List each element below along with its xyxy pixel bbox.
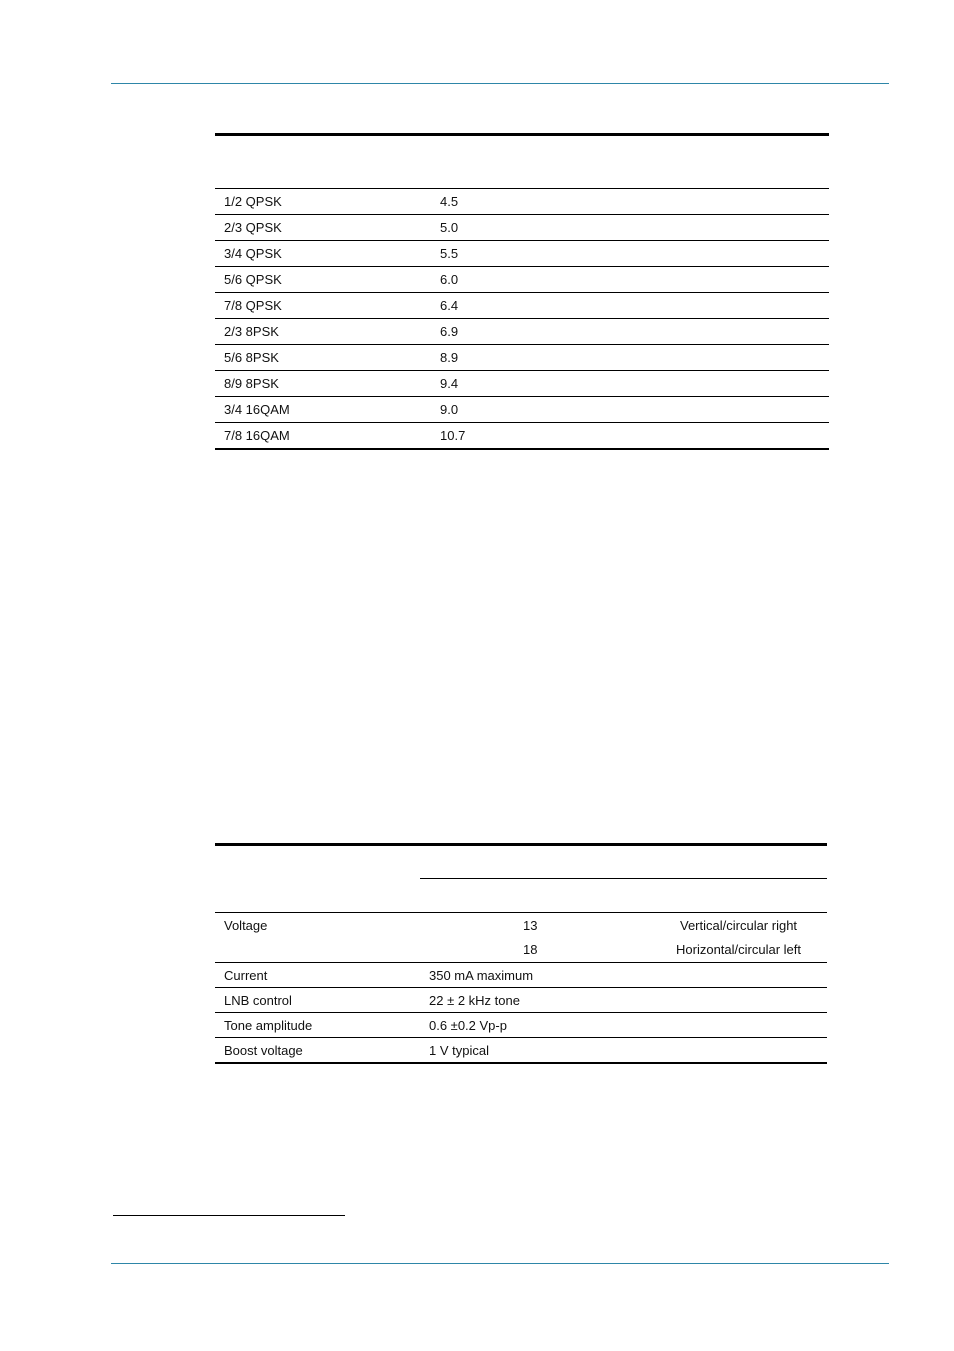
row-value: 350 mA maximum — [429, 968, 534, 983]
mode-cell: 8/9 8PSK — [224, 376, 279, 391]
row-value: 1 V typical — [429, 1043, 489, 1058]
table-row — [215, 345, 829, 371]
value-cell: 5.0 — [440, 220, 459, 235]
voltage-value-1: 13 — [523, 918, 538, 933]
mode-cell: 3/4 16QAM — [224, 402, 290, 417]
row-value: 0.6 ±0.2 Vp-p — [429, 1018, 507, 1033]
value-cell: 6.9 — [440, 324, 459, 339]
lnb-power-table — [215, 843, 827, 1064]
table-row — [215, 241, 829, 267]
header-sub-rule — [420, 878, 827, 879]
mode-cell: 1/2 QPSK — [224, 194, 282, 209]
value-cell: 6.4 — [440, 298, 459, 313]
table-row — [215, 963, 827, 988]
header-rule — [111, 83, 889, 84]
row-label: LNB control — [224, 993, 292, 1008]
table-row — [215, 267, 829, 293]
table-header — [215, 843, 827, 913]
polarisation-2: Horizontal/circular left — [676, 942, 801, 957]
table-row — [215, 371, 829, 397]
mode-cell: 2/3 8PSK — [224, 324, 279, 339]
table-row-voltage — [215, 913, 827, 963]
mode-cell: 7/8 QPSK — [224, 298, 282, 313]
fec-threshold-table — [215, 133, 829, 450]
footer-rule — [111, 1263, 889, 1264]
table-row — [215, 189, 829, 215]
value-cell: 9.0 — [440, 402, 459, 417]
footnote-separator — [113, 1215, 345, 1216]
row-label: Current — [224, 968, 268, 983]
table-row — [215, 215, 829, 241]
mode-cell: 5/6 8PSK — [224, 350, 279, 365]
table-row — [215, 423, 829, 450]
value-cell: 6.0 — [440, 272, 459, 287]
mode-cell: 2/3 QPSK — [224, 220, 282, 235]
value-cell: 8.9 — [440, 350, 459, 365]
row-value: 22 ± 2 kHz tone — [429, 993, 520, 1008]
polarisation-1: Vertical/circular right — [680, 918, 798, 933]
value-cell: 9.4 — [440, 376, 459, 391]
row-label: Tone amplitude — [224, 1018, 313, 1033]
table-header — [215, 133, 829, 189]
row-label: Boost voltage — [224, 1043, 303, 1058]
value-cell: 4.5 — [440, 194, 459, 209]
voltage-label: Voltage — [224, 918, 268, 933]
mode-cell: 7/8 16QAM — [224, 428, 290, 443]
mode-cell: 3/4 QPSK — [224, 246, 282, 261]
table-row — [215, 397, 829, 423]
table-row — [215, 988, 827, 1013]
table-row — [215, 1013, 827, 1038]
voltage-value-2: 18 — [523, 942, 538, 957]
table-row — [215, 319, 829, 345]
mode-cell: 5/6 QPSK — [224, 272, 282, 287]
value-cell: 5.5 — [440, 246, 459, 261]
table-row — [215, 1038, 827, 1064]
table-row — [215, 293, 829, 319]
value-cell: 10.7 — [440, 428, 466, 443]
